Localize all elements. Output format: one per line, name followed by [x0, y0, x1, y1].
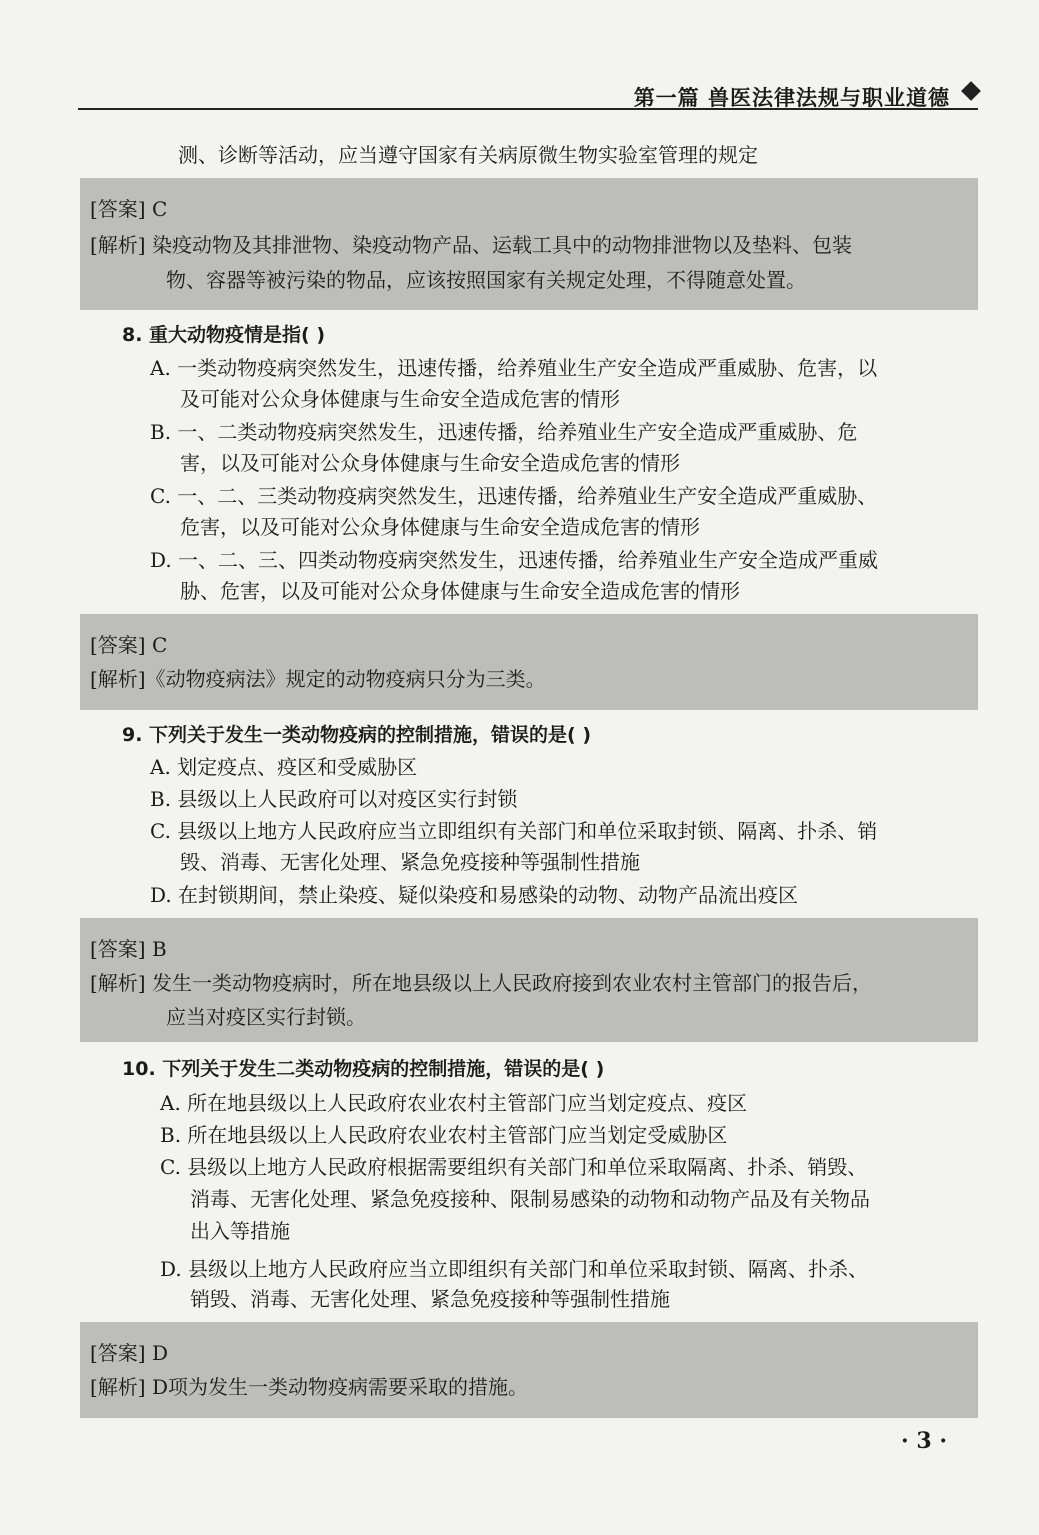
q9-option-d: D. 在封锁期间，禁止染疫、疑似染疫和易感染的动物、动物产品流出疫区 — [150, 883, 799, 907]
analysis-7-line-1: [解析] 染疫动物及其排泄物、染疫动物产品、运载工具中的动物排泄物以及垫料、包装 — [90, 233, 852, 257]
q9-option-b: B. 县级以上人民政府可以对疫区实行封锁 — [150, 787, 518, 811]
q8-option-b-line-1: B. 一、二类动物疫病突然发生，迅速传播，给养殖业生产安全造成严重威胁、危 — [150, 420, 858, 444]
answer-10: [答案] D — [90, 1341, 168, 1365]
q10-option-c-line-1: C. 县级以上地方人民政府根据需要组织有关部门和单位采取隔离、扑杀、销毁、 — [160, 1155, 868, 1179]
analysis-7-line-2: 物、容器等被污染的物品，应该按照国家有关规定处理，不得随意处置。 — [166, 268, 806, 292]
q9-option-a: A. 划定疫点、疫区和受威胁区 — [150, 755, 418, 779]
q10-option-c-line-2: 消毒、无害化处理、紧急免疫接种、限制易感染的动物和动物产品及有关物品 — [190, 1187, 870, 1211]
q8-option-a-line-2: 及可能对公众身体健康与生命安全造成危害的情形 — [180, 387, 620, 411]
q8-option-d-line-2: 胁、危害，以及可能对公众身体健康与生命安全造成危害的情形 — [180, 579, 740, 603]
answer-box-10 — [80, 1322, 978, 1418]
q8-option-c-line-2: 危害，以及可能对公众身体健康与生命安全造成危害的情形 — [180, 515, 700, 539]
question-9-stem: 9. 下列关于发生一类动物疫病的控制措施，错误的是( ) — [122, 724, 592, 746]
analysis-8: [解析]《动物疫病法》规定的动物疫病只分为三类。 — [90, 667, 546, 691]
analysis-9-line-2: 应当对疫区实行封锁。 — [166, 1005, 366, 1029]
q8-option-d-line-1: D. 一、二、三、四类动物疫病突然发生，迅速传播，给养殖业生产安全造成严重威 — [150, 548, 879, 572]
q9-option-c-line-2: 毁、消毒、无害化处理、紧急免疫接种等强制性措施 — [180, 850, 640, 874]
q10-option-a: A. 所在地县级以上人民政府农业农村主管部门应当划定疫点、疫区 — [160, 1091, 748, 1115]
answer-box-8 — [80, 614, 978, 710]
q8-option-a-line-1: A. 一类动物疫病突然发生，迅速传播，给养殖业生产安全造成严重威胁、危害，以 — [150, 356, 878, 380]
page-number: · 3 · — [901, 1428, 947, 1454]
question-8-stem: 8. 重大动物疫情是指( ) — [122, 324, 326, 346]
q10-option-c-line-3: 出入等措施 — [190, 1219, 290, 1243]
analysis-10: [解析] D项为发生一类动物疫病需要采取的措施。 — [90, 1375, 528, 1399]
answer-7: [答案] C — [90, 197, 168, 221]
q10-option-b: B. 所在地县级以上人民政府农业农村主管部门应当划定受威胁区 — [160, 1123, 728, 1147]
question-10-stem: 10. 下列关于发生二类动物疫病的控制措施，错误的是( ) — [122, 1058, 605, 1080]
q9-option-c-line-1: C. 县级以上地方人民政府应当立即组织有关部门和单位采取封锁、隔离、扑杀、销 — [150, 819, 878, 843]
answer-8: [答案] C — [90, 633, 168, 657]
q10-option-d-line-1: D. 县级以上地方人民政府应当立即组织有关部门和单位采取封锁、隔离、扑杀、 — [160, 1257, 869, 1281]
running-header — [78, 80, 978, 110]
continued-line: 测、诊断等活动，应当遵守国家有关病原微生物实验室管理的规定 — [178, 143, 758, 167]
q8-option-c-line-1: C. 一、二、三类动物疫病突然发生，迅速传播，给养殖业生产安全造成严重威胁、 — [150, 484, 878, 508]
answer-9: [答案] B — [90, 937, 167, 961]
analysis-9-line-1: [解析] 发生一类动物疫病时，所在地县级以上人民政府接到农业农村主管部门的报告后， — [90, 971, 872, 995]
diamond-icon — [961, 81, 981, 101]
header-title: 第一篇 兽医法律法规与职业道德 — [633, 86, 950, 110]
q8-option-b-line-2: 害，以及可能对公众身体健康与生命安全造成危害的情形 — [180, 451, 680, 475]
q10-option-d-line-2: 销毁、消毒、无害化处理、紧急免疫接种等强制性措施 — [190, 1287, 670, 1311]
